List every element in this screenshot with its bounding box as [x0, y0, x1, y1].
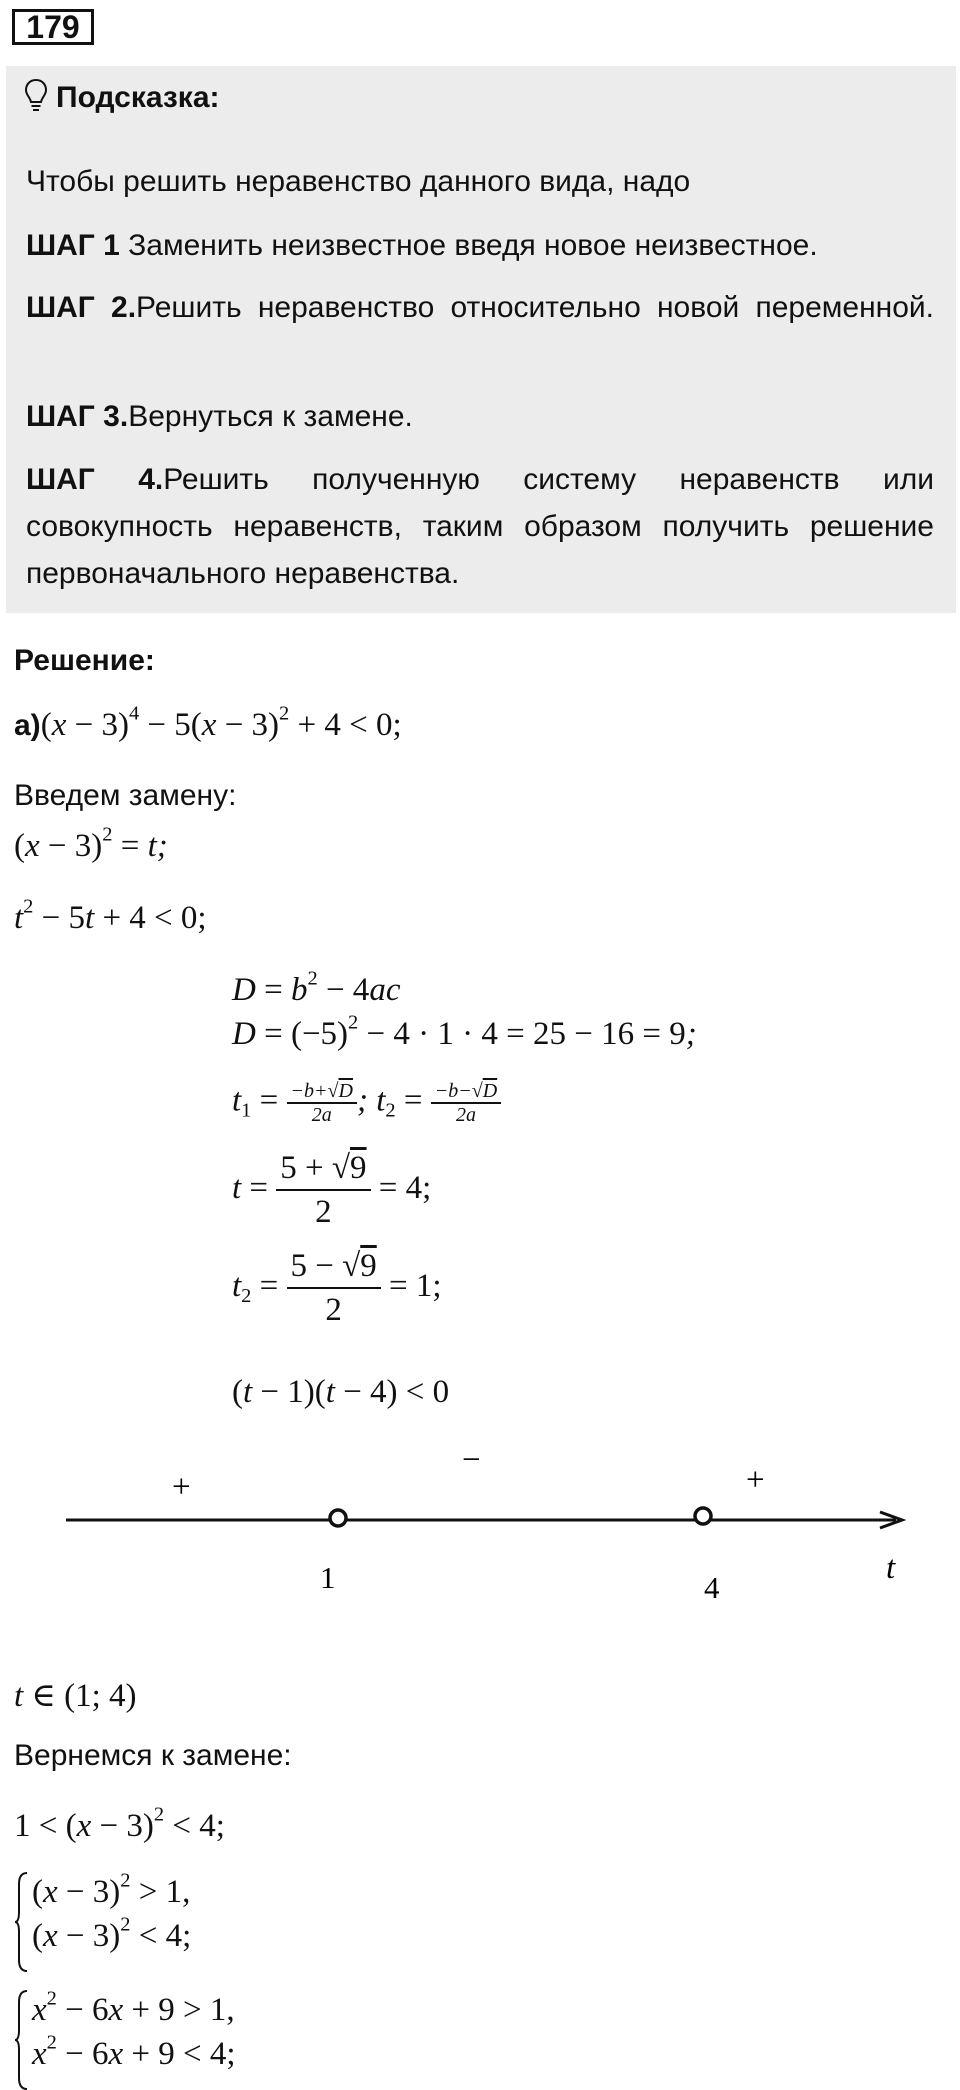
lightbulb-icon	[24, 78, 48, 114]
substitution-equation: $(x - 3)^2 = t$;	[14, 823, 168, 864]
step-label: ШАГ 1	[26, 229, 120, 262]
step-text: Вернуться к замене.	[128, 400, 413, 433]
axis-variable-label: t	[886, 1550, 896, 1586]
hint-step-4	[26, 456, 934, 597]
brace-icon	[14, 1872, 28, 1972]
sign-minus: −	[462, 1442, 481, 1478]
step-text: Решить неравенство относительно новой переменной.	[136, 291, 934, 324]
problem-number: 179	[12, 9, 94, 45]
part-label: а)	[14, 709, 41, 742]
root-2-fraction: $\frac{-b-√D}{2a}$	[431, 1080, 501, 1126]
step-label: ШАГ 3.	[26, 400, 129, 433]
sign-plus-left: +	[172, 1469, 191, 1505]
solution-heading: Решение:	[14, 644, 155, 677]
step-label: ШАГ 4.	[26, 463, 164, 496]
hint-title-text: Подсказка:	[56, 81, 220, 114]
return-label: Вернемся к замене:	[14, 1739, 292, 1772]
number-line	[60, 1440, 920, 1620]
root-t1: t = $\frac{5 + √9}{2}$ = 4;	[232, 1146, 431, 1233]
root-1-fraction: $\frac{-b+√D}{2a}$	[287, 1080, 357, 1126]
double-inequality: $1 < (x - 3)^2 < 4$;	[14, 1803, 225, 1844]
point-label-4: 4	[704, 1570, 720, 1605]
discriminant-formula: $D = b^2 - 4ac$	[232, 967, 401, 1008]
open-point-4	[695, 1508, 711, 1524]
step-text: Заменить неизвестное введя новое неизвестное.	[119, 229, 818, 262]
hint-step-2	[26, 284, 934, 331]
equation: $(x - 3)^4 - 5(x - 3)^2 + 4 < 0$;	[40, 702, 402, 743]
hint-intro: Чтобы решить неравенство данного вида, надо	[26, 165, 691, 198]
point-label-1: 1	[320, 1560, 336, 1595]
system-2: $x^2 - 6x + 9 > 1$, $x^2 - 6x + 9 < 4$;	[14, 1988, 236, 2076]
hint-step-1	[26, 222, 934, 269]
system-1: $(x - 3)^2 > 1$, $(x - 3)^2 < 4$;	[14, 1870, 191, 1958]
brace-icon	[14, 1990, 28, 2090]
hint-step-3	[26, 393, 934, 440]
quadratic-inequality: $t^2 - 5t + 4 < 0$;	[14, 895, 207, 936]
step-text: Решить полученную систему неравенств или совокупность неравенств, таким образом получить решение первоначального неравенства.	[26, 463, 934, 590]
roots-formula: $t_1$ = $\frac{-b+√D}{2a}$ ; $t_2$ = $\frac{-b-√D}{2a}$	[232, 1080, 501, 1126]
discriminant-value: $D = (-5)^2 - 4 \cdot 1 \cdot 4 = 25 - 16 = 9$;	[232, 1011, 697, 1052]
interval-answer: t ∈ (1; 4)	[14, 1678, 137, 1714]
original-inequality	[14, 702, 402, 746]
factored-inequality: (t − 1)(t − 4) < 0	[232, 1374, 450, 1410]
step-label: ШАГ 2.	[26, 291, 137, 324]
sign-plus-right: +	[746, 1462, 765, 1498]
root-t1-fraction: $\frac{5 + √9}{2}$	[276, 1147, 370, 1233]
root-t2-fraction: $\frac{5 - √9}{2}$	[287, 1245, 381, 1331]
open-point-1	[330, 1510, 346, 1526]
root-t2: $t_2$ = $\frac{5 - √9}{2}$ = 1;	[232, 1244, 442, 1331]
substitution-label: Введем замену:	[14, 779, 237, 812]
hint-title	[24, 78, 220, 116]
